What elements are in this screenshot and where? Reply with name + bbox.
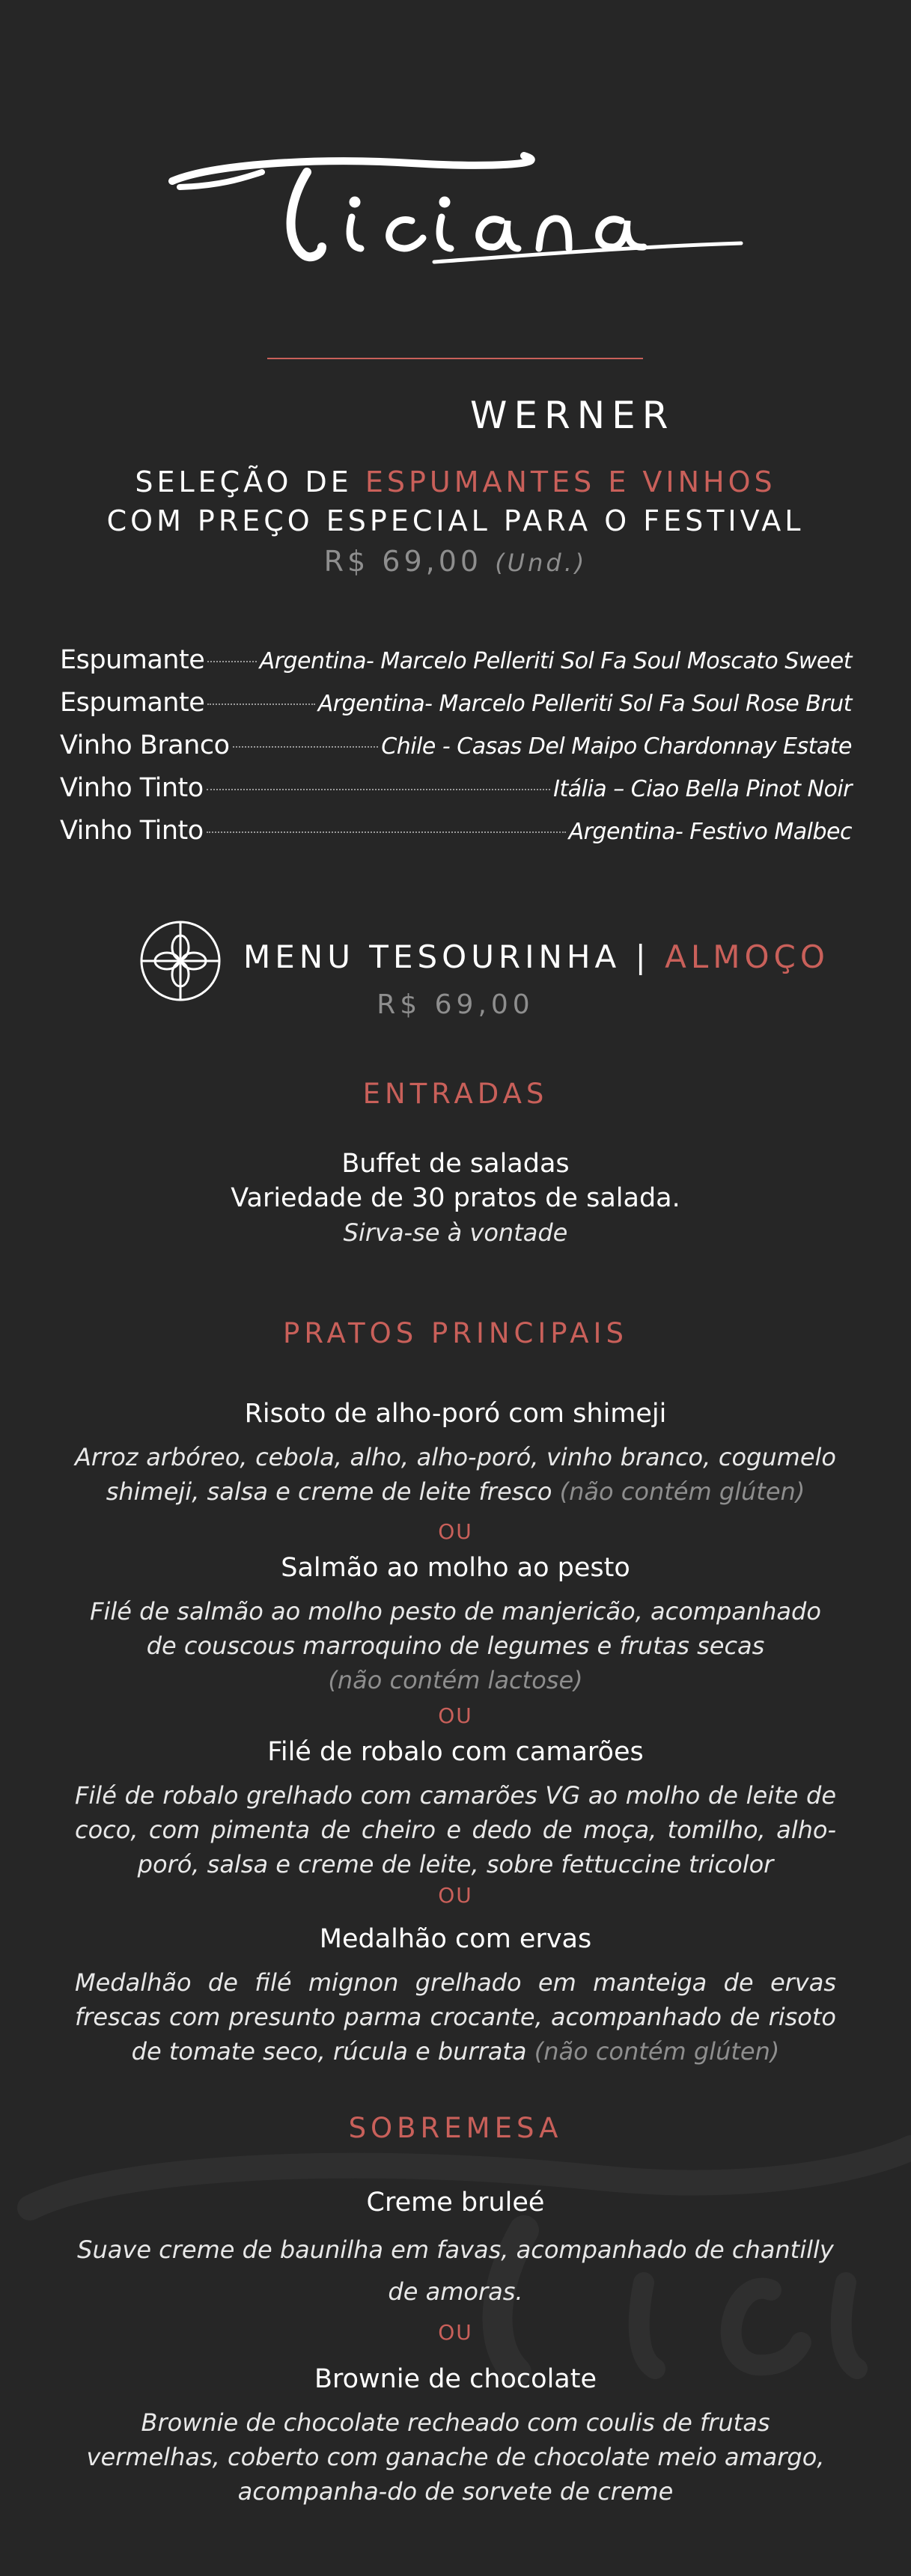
wine-title-line2: COM PREÇO ESPECIAL PARA O FESTIVAL xyxy=(106,504,805,537)
wine-type: Vinho Tinto xyxy=(60,773,204,803)
section-title-sobremesa: SOBREMESA xyxy=(348,2112,563,2144)
wine-item xyxy=(60,816,852,858)
menu-title-separator: | xyxy=(635,938,651,975)
dish-note: (não contém glúten) xyxy=(534,2037,780,2066)
wine-description: Argentina- Festivo Malbec xyxy=(568,819,852,845)
wine-price xyxy=(0,545,911,578)
wine-selection-title xyxy=(0,463,911,540)
dish-note: (não contém glúten) xyxy=(559,1477,805,1506)
dish-description: Filé de robalo grelhado com camarões VG ao molho de leite de coco, com pimenta de cheiro e dedo de moça, tomilho, alho-poró, salsa e creme de leite, sobre fettuccine tricolor xyxy=(75,1781,836,1878)
or-separator: OU xyxy=(438,2320,473,2345)
main-dish xyxy=(75,1397,836,1509)
dessert-dish xyxy=(75,2185,836,2313)
dessert-dish xyxy=(75,2362,836,2509)
or-separator: OU xyxy=(438,1883,473,1908)
dish-title: Risoto de alho-poró com shimeji xyxy=(244,1399,667,1429)
header-divider xyxy=(267,358,643,359)
menu-title-main: MENU TESOURINHA xyxy=(243,938,621,975)
dish-note: (não contém lactose) xyxy=(328,1666,583,1694)
wine-list xyxy=(60,645,852,858)
wine-price-unit: (Und.) xyxy=(495,549,588,577)
menu-title-accent: ALMOÇO xyxy=(665,938,829,975)
or-separator: OU xyxy=(438,1519,473,1544)
dot-leader xyxy=(207,789,550,790)
dot-leader xyxy=(207,831,566,833)
wine-item xyxy=(60,773,852,816)
dish-title: Buffet de saladas xyxy=(341,1149,570,1179)
menu-title xyxy=(243,938,829,975)
dish-title: Salmão ao molho ao pesto xyxy=(281,1553,630,1583)
or-separator: OU xyxy=(438,1703,473,1728)
logo-script-mark xyxy=(165,142,764,292)
dish-subtitle: Variedade de 30 pratos de salada. xyxy=(231,1183,680,1213)
entradas-block xyxy=(75,1147,836,1250)
dish-description xyxy=(75,1965,836,2069)
wine-type: Espumante xyxy=(60,688,205,718)
dot-leader xyxy=(233,746,379,748)
main-dish xyxy=(75,1922,836,2069)
dish-note: Sirva-se à vontade xyxy=(343,1218,568,1247)
wine-description: Argentina- Marcelo Pelleriti Sol Fa Soul Moscato Sweet xyxy=(259,648,852,674)
dish-title: Creme bruleé xyxy=(366,2188,545,2218)
dish-description: Brownie de chocolate recheado com coulis de frutas vermelhas, coberto com ganache de chocolate meio amargo, acompanha-do de sorvete de creme xyxy=(86,2408,825,2506)
wine-type: Vinho Branco xyxy=(60,730,230,760)
dish-title: Medalhão com ervas xyxy=(319,1924,592,1954)
dish-description-text: Medalhão de filé mignon grelhado em manteiga de ervas frescas com presunto parma crocante, acompanhado de risoto de tomate seco, rúcula e burrata xyxy=(75,1968,836,2066)
dish-description xyxy=(75,1440,836,1509)
dot-leader xyxy=(207,661,256,662)
dish-description xyxy=(75,1594,836,1697)
logo-subtitle: WERNER xyxy=(470,394,675,437)
wine-item xyxy=(60,688,852,730)
dish-description-text: Filé de salmão ao molho pesto de manjericão, acompanhado de couscous marroquino de legumes e frutas secas xyxy=(90,1597,821,1660)
section-title-pratos: PRATOS PRINCIPAIS xyxy=(283,1317,628,1349)
wine-description: Chile - Casas Del Maipo Chardonnay Estate xyxy=(381,733,852,760)
section-title-entradas: ENTRADAS xyxy=(362,1078,549,1110)
dot-leader xyxy=(207,703,315,705)
menu-price: R$ 69,00 xyxy=(377,989,534,1020)
main-dish xyxy=(75,1551,836,1697)
dish-description: Suave creme de baunilha em favas, acompanhado de chantilly de amoras. xyxy=(77,2235,834,2306)
wine-price-value: R$ 69,00 xyxy=(323,545,483,578)
main-dish xyxy=(75,1735,836,1881)
wine-type: Espumante xyxy=(60,645,205,675)
dish-title: Brownie de chocolate xyxy=(314,2364,597,2394)
brand-logo xyxy=(0,135,911,437)
wine-description: Argentina- Marcelo Pelleriti Sol Fa Soul Rose Brut xyxy=(317,691,852,717)
wine-title-accent: ESPUMANTES E VINHOS xyxy=(365,466,776,498)
dish-description-text: Arroz arbóreo, cebola, alho, alho-poró, vinho branco, cogumelo shimeji, salsa e creme de leite fresco xyxy=(75,1443,836,1506)
wine-type: Vinho Tinto xyxy=(60,816,204,846)
wine-description: Itália – Ciao Bella Pinot Noir xyxy=(553,776,852,802)
wine-item xyxy=(60,730,852,773)
dish-title: Filé de robalo com camarões xyxy=(267,1737,644,1767)
wine-item xyxy=(60,645,852,688)
wine-title-prefix: SELEÇÃO DE xyxy=(135,466,365,498)
